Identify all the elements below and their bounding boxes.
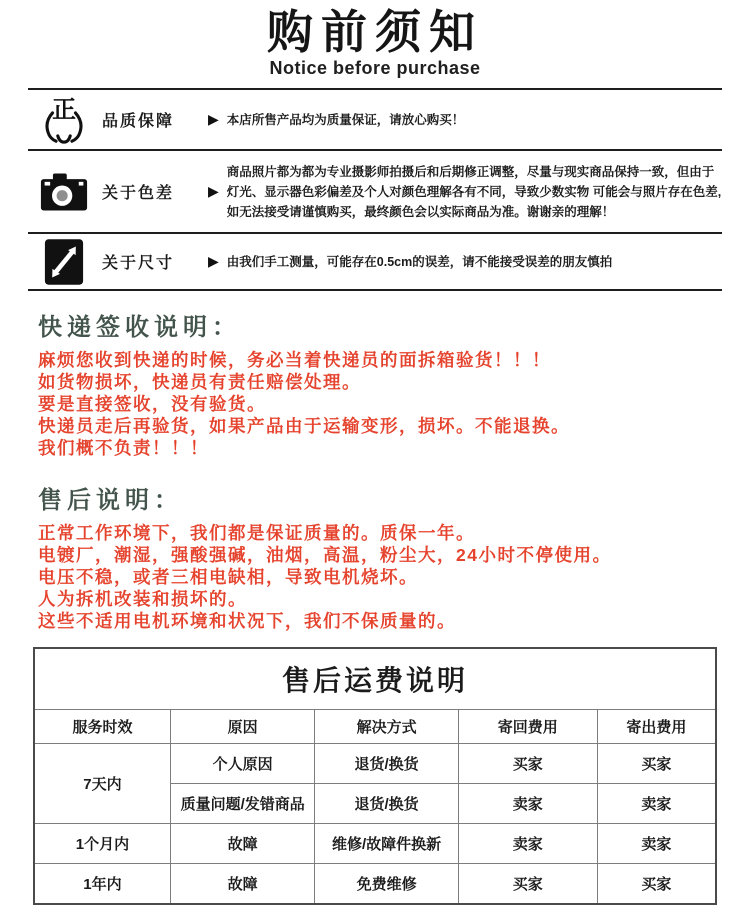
column-header-period: 服务时效	[34, 710, 170, 744]
cell-send-fee: 买家	[597, 864, 716, 905]
camera-icon	[40, 171, 88, 213]
notice-text-color-line1: 商品照片都为都为专业摄影师拍摄后和后期修正调整，尽量与现实商品保持一致，但由于	[226, 164, 715, 179]
table-title: 售后运费说明	[34, 648, 716, 710]
diagonal-ruler-arrow-icon	[40, 238, 88, 286]
cell-solution: 免费维修	[315, 864, 458, 905]
aftersale-shipping-fee-table	[33, 647, 717, 905]
triangle-bullet-icon: ▶	[208, 253, 219, 269]
cell-reason: 质量问题/发错商品	[170, 784, 315, 824]
page-title: 购前须知	[267, 6, 483, 58]
aftersale-line: 正常工作环境下，我们都是保证质量的。质保一年。	[38, 523, 475, 543]
triangle-bullet-icon: ▶	[208, 111, 219, 127]
column-header-send-fee: 寄出费用	[597, 710, 716, 744]
aftersale-line: 这些不适用电机环境和状况下，我们不保质量的。	[38, 611, 456, 631]
cell-return-fee: 买家	[458, 744, 597, 784]
notice-label-size: 关于尺寸	[102, 255, 175, 272]
column-header-return-fee: 寄回费用	[458, 710, 597, 744]
page-subtitle: Notice before purchase	[269, 58, 481, 78]
cell-solution: 退货/换货	[315, 784, 458, 824]
notice-rows	[28, 88, 722, 291]
cell-send-fee: 买家	[597, 744, 716, 784]
express-sign-line: 麻烦您收到快递的时候，务必当着快递员的面拆箱验货！！！	[38, 350, 551, 370]
table-row	[34, 864, 716, 905]
notice-label-color: 关于色差	[102, 185, 175, 202]
table-row	[34, 824, 716, 864]
table-header-row	[34, 710, 716, 744]
cell-send-fee: 卖家	[597, 784, 716, 824]
cell-solution: 维修/故障件换新	[315, 824, 458, 864]
notice-row-color	[28, 151, 722, 234]
cell-reason: 个人原因	[170, 744, 315, 784]
page-header	[0, 0, 750, 79]
express-sign-line: 我们概不负责！！！	[38, 438, 209, 458]
notice-label-quality: 品质保障	[102, 113, 175, 130]
notice-row-quality	[28, 90, 722, 151]
cell-period: 1个月内	[34, 824, 170, 864]
cell-period: 1年内	[34, 864, 170, 905]
notice-text-color	[227, 162, 721, 222]
column-header-reason: 原因	[170, 710, 315, 744]
aftersale-section	[38, 480, 750, 632]
triangle-bullet-icon: ▶	[208, 183, 219, 199]
express-sign-line: 快递员走后再验货，如果产品由于运输变形，损坏。不能退换。	[38, 416, 570, 436]
hands-holding-zheng-icon	[40, 94, 88, 146]
column-header-solution: 解决方式	[315, 710, 458, 744]
notice-text-color-line3: 如无法接受请谨慎购买，最终颜色会以实际商品为准。谢谢亲的理解！	[226, 204, 615, 219]
aftersale-heading: 售后说明：	[38, 487, 183, 514]
express-sign-line: 如货物损坏，快递员有责任赔偿处理。	[38, 372, 361, 392]
notice-text-quality: 本店所售产品均为质量保证，请放心购买！	[226, 112, 465, 127]
cell-solution: 退货/换货	[315, 744, 458, 784]
cell-return-fee: 卖家	[458, 784, 597, 824]
notice-row-size	[28, 234, 722, 291]
notice-text-color-line2: 灯光、显示器色彩偏差及个人对颜色理解各有不同，导致少数实物 可能会与照片存在色差,	[226, 184, 722, 199]
notice-text-size: 由我们手工测量，可能存在0.5cm的误差，请不能接受误差的朋友慎拍	[226, 254, 613, 269]
svg-text:正: 正	[52, 95, 76, 123]
aftersale-line: 电镀厂，潮湿，强酸强碱，油烟，高温，粉尘大，24小时不停使用。	[38, 545, 612, 565]
cell-send-fee: 卖家	[597, 824, 716, 864]
aftersale-line: 人为拆机改装和损坏的。	[38, 589, 247, 609]
cell-return-fee: 买家	[458, 864, 597, 905]
express-sign-line: 要是直接签收，没有验货。	[38, 394, 266, 414]
table-row	[34, 744, 716, 784]
cell-reason: 故障	[170, 864, 315, 905]
cell-reason: 故障	[170, 824, 315, 864]
express-sign-heading: 快递签收说明：	[38, 314, 241, 341]
aftersale-line: 电压不稳，或者三相电缺相，导致电机烧坏。	[38, 567, 418, 587]
cell-return-fee: 卖家	[458, 824, 597, 864]
express-sign-section	[38, 307, 750, 459]
table-title-row	[34, 648, 716, 710]
cell-period: 7天内	[34, 744, 170, 824]
